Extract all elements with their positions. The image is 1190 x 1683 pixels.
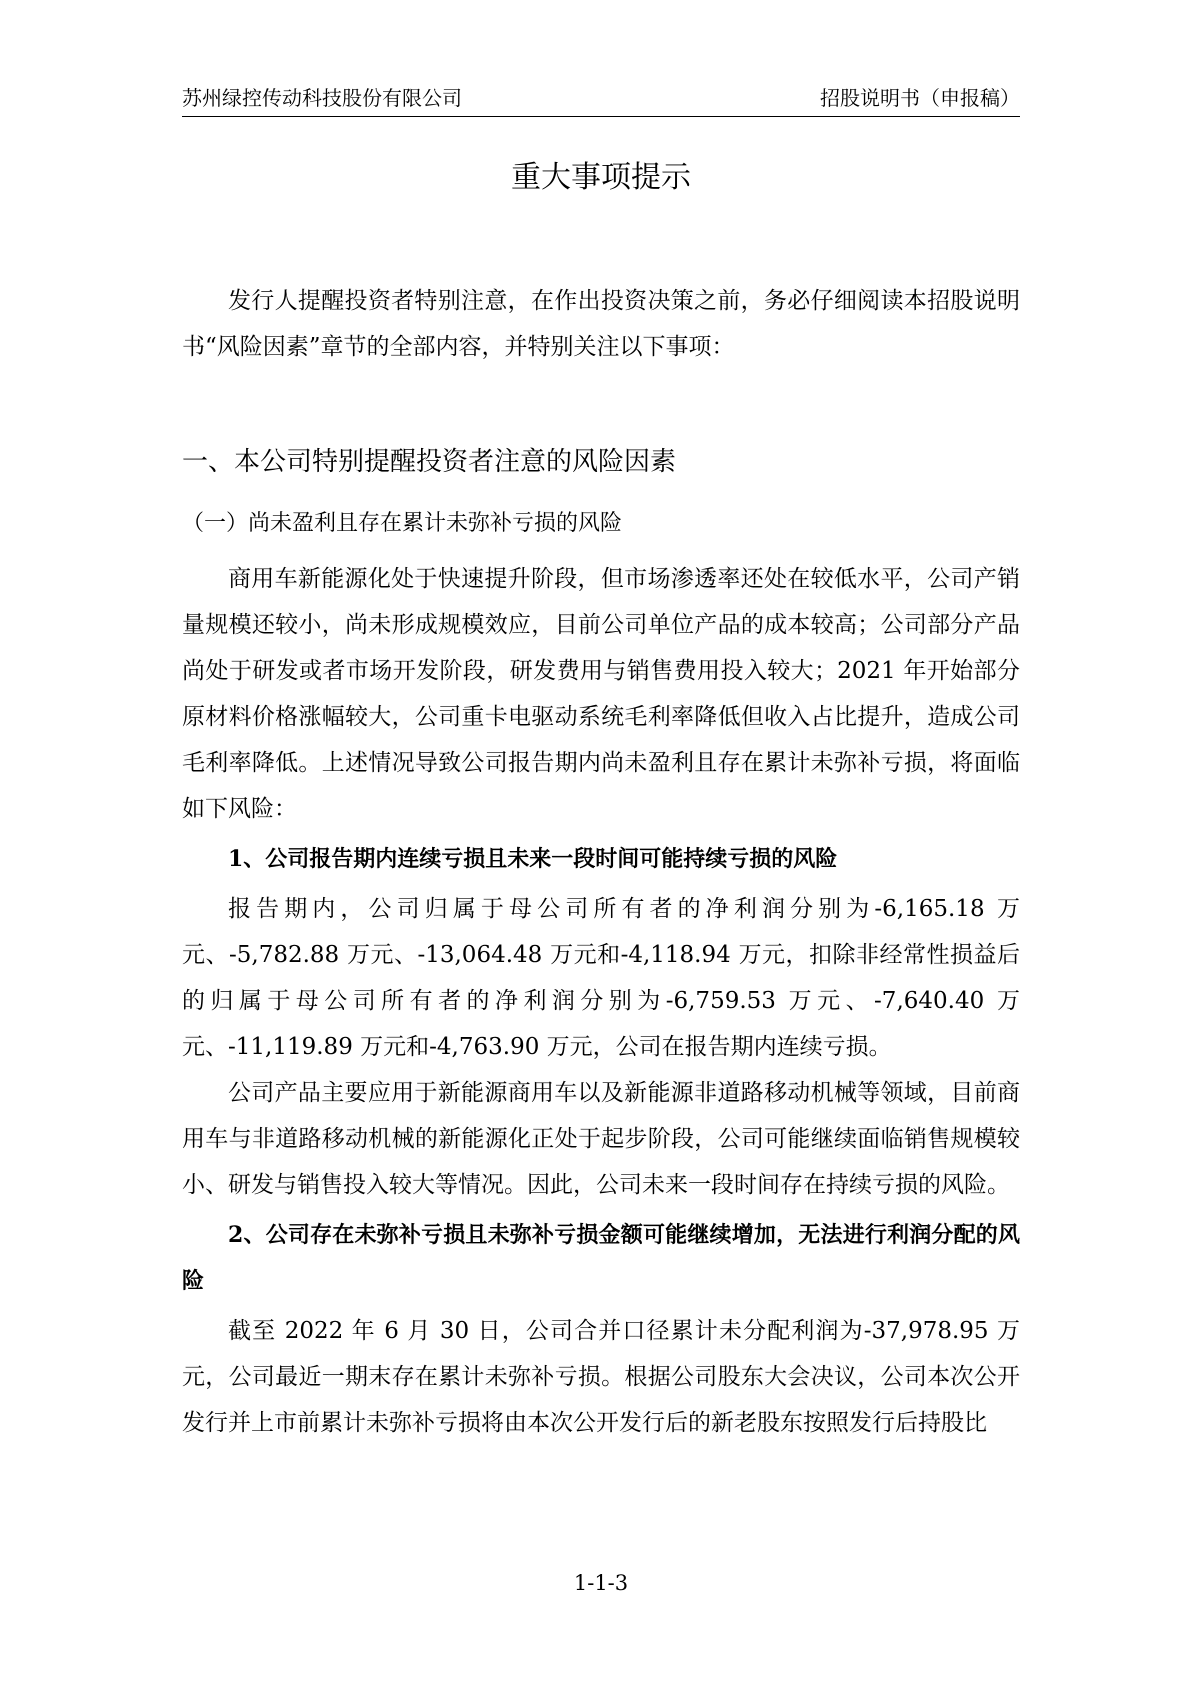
item1-paragraph-net-profit: 报告期内，公司归属于母公司所有者的净利润分别为-6,165.18 万元、-5,782.88 万元、-13,064.48 万元和-4,118.94 万元，扣除非经常性损益后的归属于母公司所有者的净利润分别为-6,759.53 万元、-7,640.40 万元、-11,119.89 万元和-4,763.90 万元，公司在报告期内连续亏损。 — [182, 896, 1020, 1060]
page-number: 1-1-3 — [573, 1571, 629, 1595]
item1-paragraph-outlook: 公司产品主要应用于新能源商用车以及新能源非道路移动机械等领域，目前商用车与非道路移动机械的新能源化正处于起步阶段，公司可能继续面临销售规模较小、研发与销售投入较大等情况。因此，公司未来一段时间存在持续亏损的风险。 — [182, 1080, 1020, 1198]
subsection-heading-accumulated-loss: （一）尚未盈利且存在累计未弥补亏损的风险 — [182, 511, 623, 536]
item-heading-continuous-loss: 1、公司报告期内连续亏损且未来一段时间可能持续亏损的风险 — [228, 846, 838, 872]
intro-paragraph: 发行人提醒投资者特别注意，在作出投资决策之前，务必仔细阅读本招股说明书“风险因素”章节的全部内容，并特别关注以下事项： — [182, 288, 1020, 360]
section-heading-risk-factors: 一、本公司特别提醒投资者注意的风险因素 — [182, 447, 677, 477]
header-document-type: 招股说明书（申报稿） — [820, 86, 1020, 110]
document-body — [182, 278, 1020, 1446]
item2-paragraph-retained-earnings: 截至 2022 年 6 月 30 日，公司合并口径累计未分配利润为-37,978.95 万元，公司最近一期末存在累计未弥补亏损。根据公司股东大会决议，公司本次公开发行并上市前累计未弥补亏损将由本次公开发行后的新老股东按照发行后持股比 — [182, 1318, 1020, 1436]
header-company-name: 苏州绿控传动科技股份有限公司 — [182, 86, 462, 110]
page-header — [182, 80, 1020, 117]
page-title: 重大事项提示 — [511, 160, 691, 195]
item-heading-uncovered-loss: 2、公司存在未弥补亏损且未弥补亏损金额可能继续增加，无法进行利润分配的风险 — [182, 1222, 1020, 1294]
subsection-paragraph: 商用车新能源化处于快速提升阶段，但市场渗透率还处在较低水平，公司产销量规模还较小，尚未形成规模效应，目前公司单位产品的成本较高；公司部分产品尚处于研发或者市场开发阶段，研发费用与销售费用投入较大；2021 年开始部分原材料价格涨幅较大，公司重卡电驱动系统毛利率降低但收入占比提升，造成公司毛利率降低。上述情况导致公司报告期内尚未盈利且存在累计未弥补亏损，将面临如下风险： — [182, 566, 1020, 822]
